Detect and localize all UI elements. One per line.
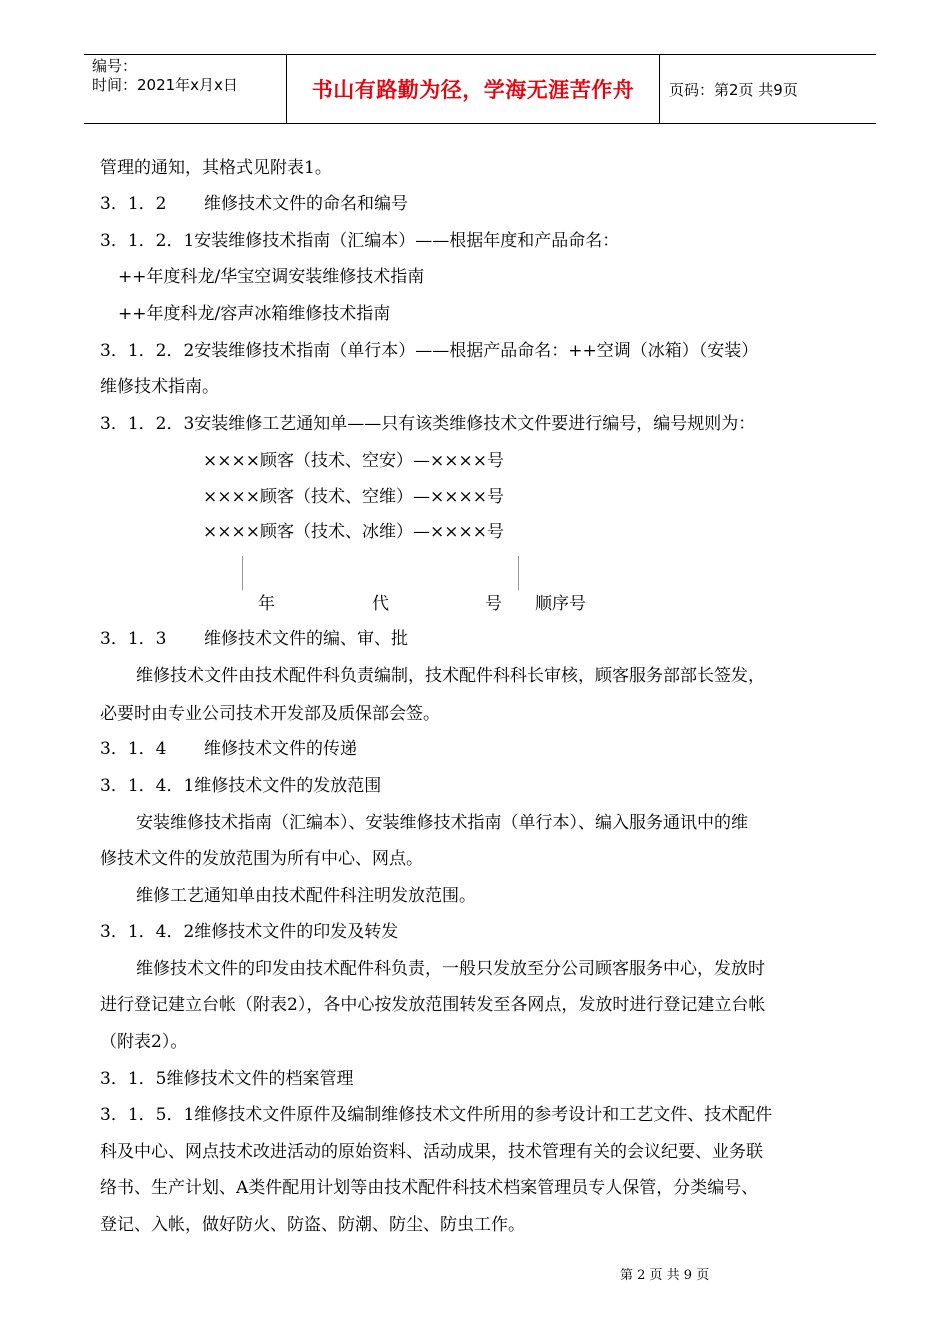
section-title: 维修技术文件的编、审、批 bbox=[204, 629, 408, 649]
section-heading bbox=[100, 738, 357, 760]
subsection-heading: 3．1．2．3安装维修工艺通知单——只有该类维修技术文件要进行编号，编号规则为： bbox=[100, 414, 756, 434]
section-title: 维修技术文件的传递 bbox=[204, 739, 357, 759]
subsection-heading: 3．1．4．1维修技术文件的发放范围 bbox=[100, 776, 382, 796]
paragraph-line: 安装维修技术指南（汇编本）、安装维修技术指南（单行本）、编入服务通讯中的维 bbox=[136, 813, 748, 833]
naming-example: ++年度科龙/华宝空调安装维修技术指南 bbox=[118, 267, 425, 287]
paragraph-line: 维修技术文件的印发由技术配件科负责，一般只发放至分公司顾客服务中心，发放时 bbox=[136, 959, 765, 979]
format-label-code: 代 bbox=[372, 594, 389, 614]
section-number: 3．1．2 bbox=[100, 194, 167, 214]
section-number: 3．1．4 bbox=[100, 739, 167, 759]
paragraph-line: 维修工艺通知单由技术配件科注明发放范围。 bbox=[136, 886, 476, 906]
paragraph-line: 登记、入帐，做好防火、防盗、防潮、防尘、防虫工作。 bbox=[100, 1215, 525, 1235]
section-heading: 3．1．5维修技术文件的档案管理 bbox=[100, 1069, 354, 1089]
format-label-number: 号 bbox=[485, 594, 502, 614]
number-format: ××××顾客（技术、空维）—××××号 bbox=[203, 487, 504, 507]
paragraph-line: 必要时由专业公司技术开发部及质保部会签。 bbox=[100, 704, 440, 724]
header-divider bbox=[659, 55, 660, 123]
time-label: 时间：2021年x月x日 bbox=[92, 76, 238, 94]
page-footer: 第 2 页 共 9 页 bbox=[620, 1268, 710, 1283]
bracket-line bbox=[518, 556, 519, 590]
paragraph-line: 维修技术指南。 bbox=[100, 377, 219, 397]
subsection-heading: 3．1．5．1维修技术文件原件及编制维修技术文件所用的参考设计和工艺文件、技术配件 bbox=[100, 1105, 773, 1125]
section-title: 维修技术文件的命名和编号 bbox=[204, 194, 408, 214]
paragraph-line: 科及中心、网点技术改进活动的原始资料、活动成果，技术管理有关的会议纪要、业务联 bbox=[100, 1142, 763, 1162]
format-label-sequence: 顺序号 bbox=[535, 594, 586, 614]
paragraph-line: 维修技术文件由技术配件科负责编制，技术配件科科长审核，顾客服务部部长签发， bbox=[136, 666, 765, 686]
naming-example: ++年度科龙/容声冰箱维修技术指南 bbox=[118, 304, 391, 324]
paragraph-line: 修技术文件的发放范围为所有中心、网点。 bbox=[100, 849, 423, 869]
subsection-heading: 3．1．2．1安装维修技术指南（汇编本）——根据年度和产品命名： bbox=[100, 231, 620, 251]
paragraph-line: 络书、生产计划、A类件配用计划等由技术配件科技术档案管理员专人保管，分类编号、 bbox=[100, 1178, 759, 1198]
section-number: 3．1．3 bbox=[100, 629, 167, 649]
bracket-line bbox=[242, 556, 243, 590]
subsection-heading: 3．1．2．2安装维修技术指南（单行本）——根据产品命名：++空调（冰箱）（安装） bbox=[100, 341, 759, 361]
header-meta bbox=[92, 57, 288, 95]
paragraph-line: （附表2）。 bbox=[100, 1032, 188, 1052]
number-label: 编号： bbox=[92, 57, 138, 75]
header-motto: 书山有路勤为径，学海无涯苦作舟 bbox=[311, 78, 635, 102]
format-label-year: 年 bbox=[258, 594, 275, 614]
section-heading bbox=[100, 628, 408, 650]
page-header bbox=[84, 54, 876, 124]
paragraph-line: 进行登记建立台帐（附表2），各中心按发放范围转发至各网点，发放时进行登记建立台帐 bbox=[100, 995, 766, 1015]
paragraph-line: 管理的通知，其格式见附表1。 bbox=[100, 158, 332, 178]
number-format: ××××顾客（技术、冰维）—××××号 bbox=[203, 522, 504, 542]
subsection-heading: 3．1．4．2维修技术文件的印发及转发 bbox=[100, 922, 399, 942]
number-format: ××××顾客（技术、空安）—××××号 bbox=[203, 451, 504, 471]
section-heading bbox=[100, 193, 408, 215]
header-page-label: 页码：第2页 共9页 bbox=[669, 80, 798, 99]
